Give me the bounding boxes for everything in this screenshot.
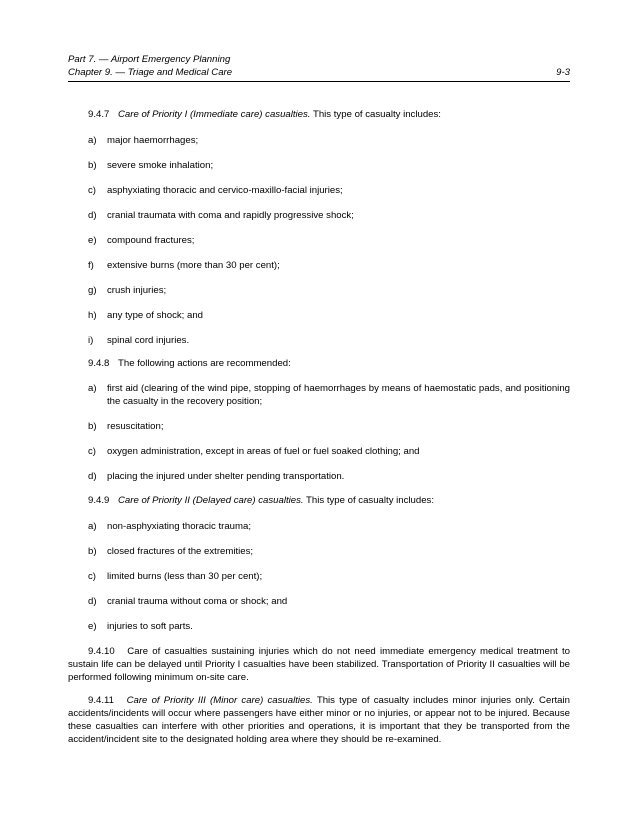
list-label: g)	[88, 285, 97, 296]
list-item	[88, 209, 570, 222]
section-text: This type of casualty includes minor injuries only. Certain accidents/incidents will occur where passengers have either minor or no injuries, or appear not to be injured. Because these casualties can interfere with other priorities and operations, it is important that they be transported from the accident/incident site to the designated holding area where they should be re-examined.	[68, 695, 570, 745]
list-label: b)	[88, 546, 97, 557]
section-title: Care of Priority I (Immediate care) casualties.	[118, 109, 311, 120]
list-text: oxygen administration, except in areas of fuel or fuel soaked clothing; and	[107, 446, 420, 457]
list-item	[88, 309, 570, 322]
section-9-4-7-heading	[88, 108, 570, 121]
list-item	[88, 545, 570, 558]
list-label: b)	[88, 421, 97, 432]
section-text: Care of casualties sustaining injuries which do not need immediate emergency medical treatment to sustain life can be delayed until Priority I casualties have been stabilized. Transportation of Priority II casualties will be performed following minimum on-site care.	[68, 646, 571, 683]
list-label: e)	[88, 235, 97, 246]
list-text: extensive burns (more than 30 per cent);	[107, 260, 280, 271]
section-title: Care of Priority III (Minor care) casualties.	[126, 695, 313, 706]
list-label: a)	[88, 135, 97, 146]
section-number: 9.4.7	[88, 109, 110, 120]
section-number: 9.4.11	[88, 695, 114, 706]
header-chapter: Chapter 9. — Triage and Medical Care	[68, 67, 233, 78]
list-text: closed fractures of the extremities;	[107, 546, 254, 557]
list-label: a)	[88, 383, 97, 394]
list-item	[88, 470, 570, 483]
list-item	[88, 159, 570, 172]
list-text: injuries to soft parts.	[107, 621, 193, 632]
list-text: severe smoke inhalation;	[107, 160, 214, 171]
list-item	[88, 382, 570, 408]
list-item	[88, 234, 570, 247]
list-text: limited burns (less than 30 per cent);	[107, 571, 263, 582]
list-label: d)	[88, 471, 97, 482]
list-label: f)	[88, 260, 94, 271]
list-item	[88, 520, 570, 533]
section-text: This type of casualty includes:	[310, 109, 441, 120]
list-item	[88, 420, 570, 433]
list-text: spinal cord injuries.	[107, 335, 190, 346]
list-item	[88, 445, 570, 458]
list-text: asphyxiating thoracic and cervico-maxillo-facial injuries;	[107, 185, 343, 196]
list-label: h)	[88, 310, 97, 321]
section-9-4-9-heading	[88, 494, 570, 507]
section-text: This type of casualty includes:	[303, 495, 435, 506]
list-label: i)	[88, 335, 94, 346]
list-item	[88, 184, 570, 197]
list-label: c)	[88, 185, 96, 196]
list-text: major haemorrhages;	[107, 135, 199, 146]
list-text: compound fractures;	[107, 235, 195, 246]
list-label: b)	[88, 160, 97, 171]
page-number: 9-3	[556, 67, 570, 78]
list-item	[88, 134, 570, 147]
list-label: d)	[88, 210, 97, 221]
section-number: 9.4.8	[88, 358, 110, 369]
list-text: placing the injured under shelter pending transportation.	[107, 471, 345, 482]
list-item	[88, 284, 570, 297]
list-label: d)	[88, 596, 97, 607]
list-text: cranial traumata with coma and rapidly progressive shock;	[107, 210, 354, 221]
list-text: any type of shock; and	[107, 310, 203, 321]
list-item	[88, 259, 570, 272]
list-item	[88, 595, 570, 608]
list-label: a)	[88, 521, 97, 532]
section-9-4-11	[68, 694, 570, 746]
list-label: c)	[88, 571, 96, 582]
list-text: resuscitation;	[107, 421, 164, 432]
section-number: 9.4.9	[88, 495, 110, 506]
list-label: e)	[88, 621, 97, 632]
list-item	[88, 570, 570, 583]
header-part: Part 7. — Airport Emergency Planning	[68, 54, 231, 65]
list-text: crush injuries;	[107, 285, 167, 296]
list-text: cranial trauma without coma or shock; and	[107, 596, 288, 607]
list-text: first aid (clearing of the wind pipe, stopping of haemorrhages by means of haemostatic pads, and positioning the casualty in the recovery position;	[107, 383, 570, 407]
list-item	[88, 620, 570, 633]
section-title: Care of Priority II (Delayed care) casualties.	[118, 495, 304, 506]
section-number: 9.4.10	[88, 646, 115, 657]
list-item	[88, 334, 570, 347]
section-9-4-8-heading	[88, 357, 570, 370]
list-label: c)	[88, 446, 96, 457]
section-9-4-10	[68, 645, 570, 684]
list-text: non-asphyxiating thoracic trauma;	[107, 521, 251, 532]
running-header	[68, 53, 570, 82]
section-text: The following actions are recommended:	[118, 358, 291, 369]
